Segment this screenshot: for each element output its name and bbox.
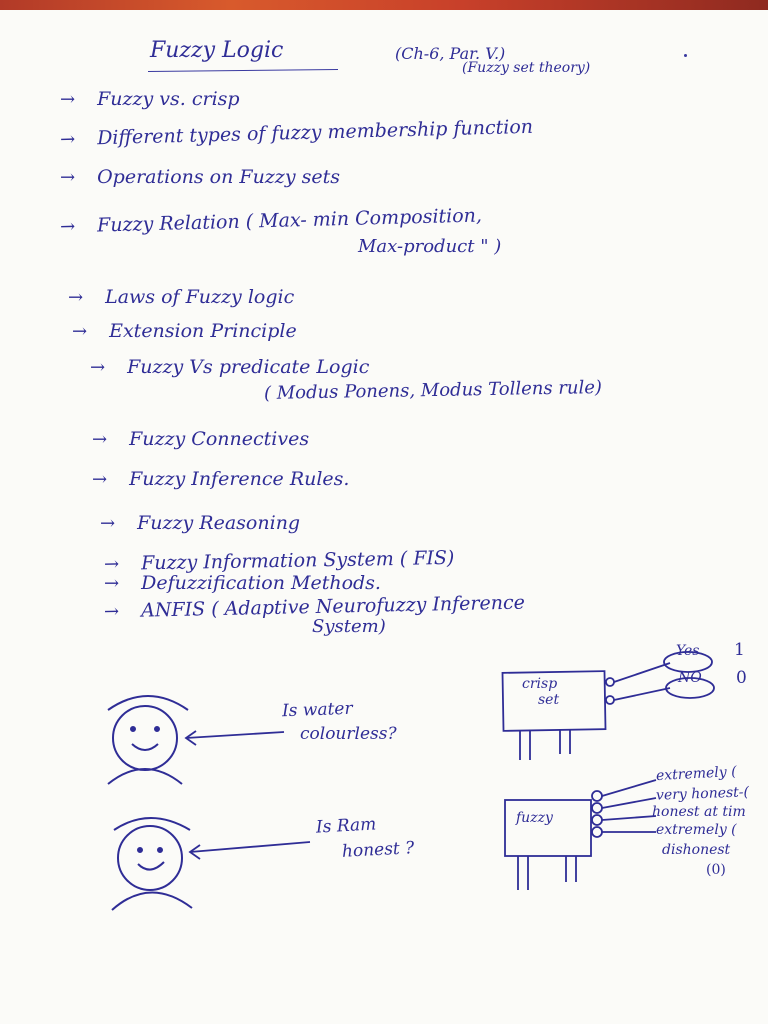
arrow-icon: → bbox=[100, 513, 116, 534]
yes-label: Yes bbox=[676, 643, 700, 659]
arrow-icon: → bbox=[60, 167, 76, 188]
yes-value: 1 bbox=[734, 640, 745, 660]
chapter-reference-sub: (Fuzzy set theory) bbox=[462, 60, 591, 76]
arrow-icon: → bbox=[92, 429, 108, 450]
smiley-face-icon bbox=[108, 696, 188, 784]
fuzzy-output: extremely ( bbox=[656, 822, 737, 838]
arrow-icon: → bbox=[72, 321, 88, 342]
topic-text: Fuzzy vs. crisp bbox=[97, 88, 240, 110]
arrow-icon: → bbox=[92, 469, 108, 490]
chapter-reference: (Ch-6, Par. V.) bbox=[395, 44, 506, 63]
topic-text: Fuzzy Relation ( Max- min Composition, bbox=[96, 204, 483, 237]
top-edge-strip bbox=[0, 0, 768, 10]
crisp-box-label-sub: set bbox=[538, 692, 560, 708]
arrow-icon: → bbox=[104, 573, 120, 594]
fuzzy-question-line1: Is Ram bbox=[315, 814, 377, 838]
arrow-icon: → bbox=[68, 287, 84, 308]
topic-text: Laws of Fuzzy logic bbox=[105, 286, 295, 308]
crisp-question-line1: Is water bbox=[281, 698, 353, 722]
arrow-icon: → bbox=[90, 357, 106, 378]
arrow-icon bbox=[186, 731, 284, 745]
topic-text: ANFIS ( Adaptive Neurofuzzy Inference bbox=[140, 591, 526, 622]
crisp-set-box bbox=[503, 652, 714, 760]
smiley-face-icon bbox=[112, 818, 192, 910]
page-title: Fuzzy Logic bbox=[150, 38, 284, 63]
sketch-drawings bbox=[0, 10, 768, 1024]
topic-text: Fuzzy Vs predicate Logic bbox=[127, 356, 370, 378]
topic-text: Operations on Fuzzy sets bbox=[97, 166, 340, 188]
fuzzy-box bbox=[505, 780, 656, 890]
topic-text: Fuzzy Reasoning bbox=[137, 512, 301, 534]
topic-continuation: Max-product " ) bbox=[358, 236, 502, 257]
notebook-page bbox=[0, 10, 768, 1024]
arrow-icon bbox=[190, 842, 310, 859]
crisp-question-line2: colourless? bbox=[300, 724, 397, 744]
topic-text: Extension Principle bbox=[109, 320, 297, 342]
topic-text: Fuzzy Connectives bbox=[129, 428, 310, 450]
arrow-icon: → bbox=[59, 128, 76, 151]
topic-continuation: ( Modus Ponens, Modus Tollens rule) bbox=[263, 377, 603, 404]
crisp-box-label: crisp bbox=[522, 676, 558, 692]
topic-text: Fuzzy Inference Rules. bbox=[129, 468, 350, 490]
fuzzy-output: dishonest bbox=[662, 842, 731, 858]
topic-text: Different types of fuzzy membership function bbox=[96, 115, 534, 150]
topic-text: Fuzzy Information System ( FIS) bbox=[140, 546, 455, 575]
fuzzy-last-value: (0) bbox=[706, 862, 726, 878]
fuzzy-output: extremely ( bbox=[655, 763, 738, 785]
no-value: 0 bbox=[736, 668, 747, 688]
arrow-icon: → bbox=[103, 553, 120, 576]
fuzzy-output: honest at tim bbox=[652, 804, 746, 820]
arrow-icon: → bbox=[60, 89, 76, 110]
arrow-icon: → bbox=[103, 601, 120, 623]
fuzzy-box-label: fuzzy bbox=[516, 810, 553, 826]
arrow-icon: → bbox=[59, 216, 76, 238]
fuzzy-question-line2: honest ? bbox=[341, 838, 415, 862]
topic-text: Defuzzification Methods. bbox=[141, 572, 381, 594]
fuzzy-output: very honest-( bbox=[655, 784, 750, 804]
topic-continuation: System) bbox=[312, 616, 386, 637]
no-label: NO bbox=[678, 670, 702, 686]
